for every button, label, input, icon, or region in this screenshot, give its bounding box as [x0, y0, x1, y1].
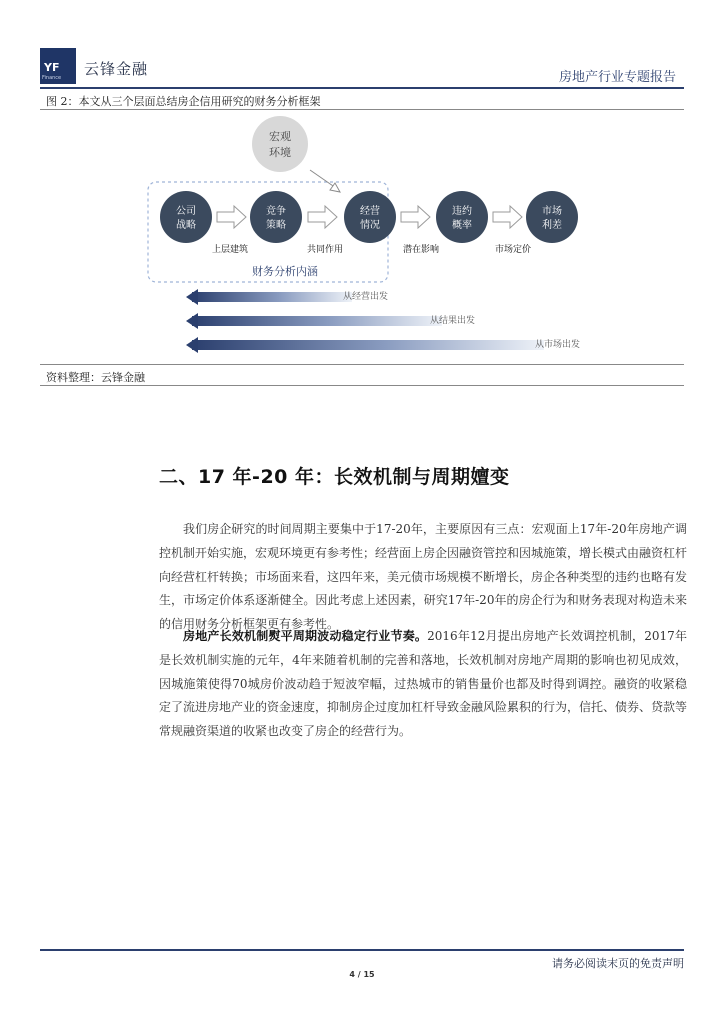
node-market-spread	[526, 191, 578, 243]
node-company-strategy	[160, 191, 212, 243]
paragraph-2-lead: 房地产长效机制熨平周期波动稳定行业节奏。	[183, 629, 428, 643]
figure-caption: 图 2：本文从三个层面总结房企信用研究的财务分析框架	[46, 95, 321, 108]
company-logo	[40, 48, 76, 84]
svg-text:策略: 策略	[266, 220, 286, 231]
macro-environment-node	[252, 116, 308, 172]
bar-from-results	[186, 313, 475, 329]
figure-source: 资料整理：云锋金融	[46, 371, 145, 384]
logo-subtext: Finance	[42, 75, 62, 81]
svg-text:从结果出发: 从结果出发	[430, 316, 476, 326]
svg-text:从经营出发: 从经营出发	[343, 292, 389, 302]
svg-text:竞争: 竞争	[266, 206, 286, 217]
label-market-pricing: 市场定价	[494, 245, 532, 255]
header-rule	[40, 87, 684, 89]
svg-text:公司: 公司	[176, 206, 196, 217]
paragraph-2-body: 2016年12月提出房地产长效调控机制，2017年是长效机制实施的元年，4年来随着机制的完善和落地，长效机制对房地产周期的影响也初见成效，因城施策使得70城房价波动趋于短波窄幅，过热城市的销售量价也都及时得到调控。融资的收紧稳定了流进房地产业的资金速度，抑制房企过度加杠杆导致金融风险累积的行为，信托、债券、贷款等常规融资渠道的收紧也改变了房企的经营行为。	[159, 629, 688, 739]
financial-scope-label: 财务分析内涵	[252, 265, 318, 278]
svg-text:从市场出发: 从市场出发	[535, 340, 581, 350]
framework-diagram	[40, 112, 684, 364]
macro-line1: 宏观	[269, 130, 291, 143]
svg-text:利差: 利差	[542, 220, 562, 231]
flow-arrow-2	[308, 206, 337, 228]
figure-bottom-rule	[40, 364, 684, 365]
bar-from-operations	[186, 289, 388, 305]
svg-text:概率: 概率	[452, 220, 472, 231]
macro-line2: 环境	[269, 146, 291, 159]
paragraph-2	[159, 625, 687, 744]
flow-arrow-1	[217, 206, 246, 228]
footer-rule	[40, 949, 684, 951]
bar-from-market	[186, 337, 580, 353]
section-title: 二、17 年-20 年：长效机制与周期嬗变	[159, 466, 510, 488]
figure-top-rule	[40, 109, 684, 110]
node-default-probability	[436, 191, 488, 243]
svg-text:经营: 经营	[360, 206, 380, 217]
label-joint-effect: 共同作用	[306, 245, 344, 255]
svg-text:战略: 战略	[176, 220, 196, 231]
svg-text:情况: 情况	[360, 220, 380, 231]
node-operations	[344, 191, 396, 243]
label-superstructure: 上层建筑	[211, 245, 249, 255]
report-type: 房地产行业专题报告	[558, 70, 676, 85]
source-rule	[40, 385, 684, 386]
disclaimer: 请务必阅读末页的免责声明	[552, 957, 684, 970]
svg-text:市场: 市场	[542, 206, 562, 217]
svg-text:违约: 违约	[452, 206, 472, 217]
logo-mark: YF	[44, 61, 60, 74]
brand-name: 云锋金融	[84, 60, 149, 78]
macro-arrow	[310, 170, 336, 188]
flow-arrow-3	[401, 206, 430, 228]
node-competitive-strategy	[250, 191, 302, 243]
flow-arrow-4	[493, 206, 522, 228]
page-number: 4 / 15	[349, 970, 375, 979]
paragraph-1: 我们房企研究的时间周期主要集中于17-20年，主要原因有三点：宏观面上17年-20年房地产调控机制开始实施，宏观环境更有参考性；经营面上房企因融资管控和因城施策，增长模式由融资杠杆向经营杠杆转换；市场面来看，这四年来，美元债市场规模不断增长，房企各种类型的违约也略有发生，市场定价体系逐渐健全。因此考虑上述因素，研究17年-20年的房企行为和财务表现对构造未来的信用财务分析框架更有参考性。	[159, 522, 688, 632]
label-potential-impact: 潜在影响	[402, 245, 440, 255]
